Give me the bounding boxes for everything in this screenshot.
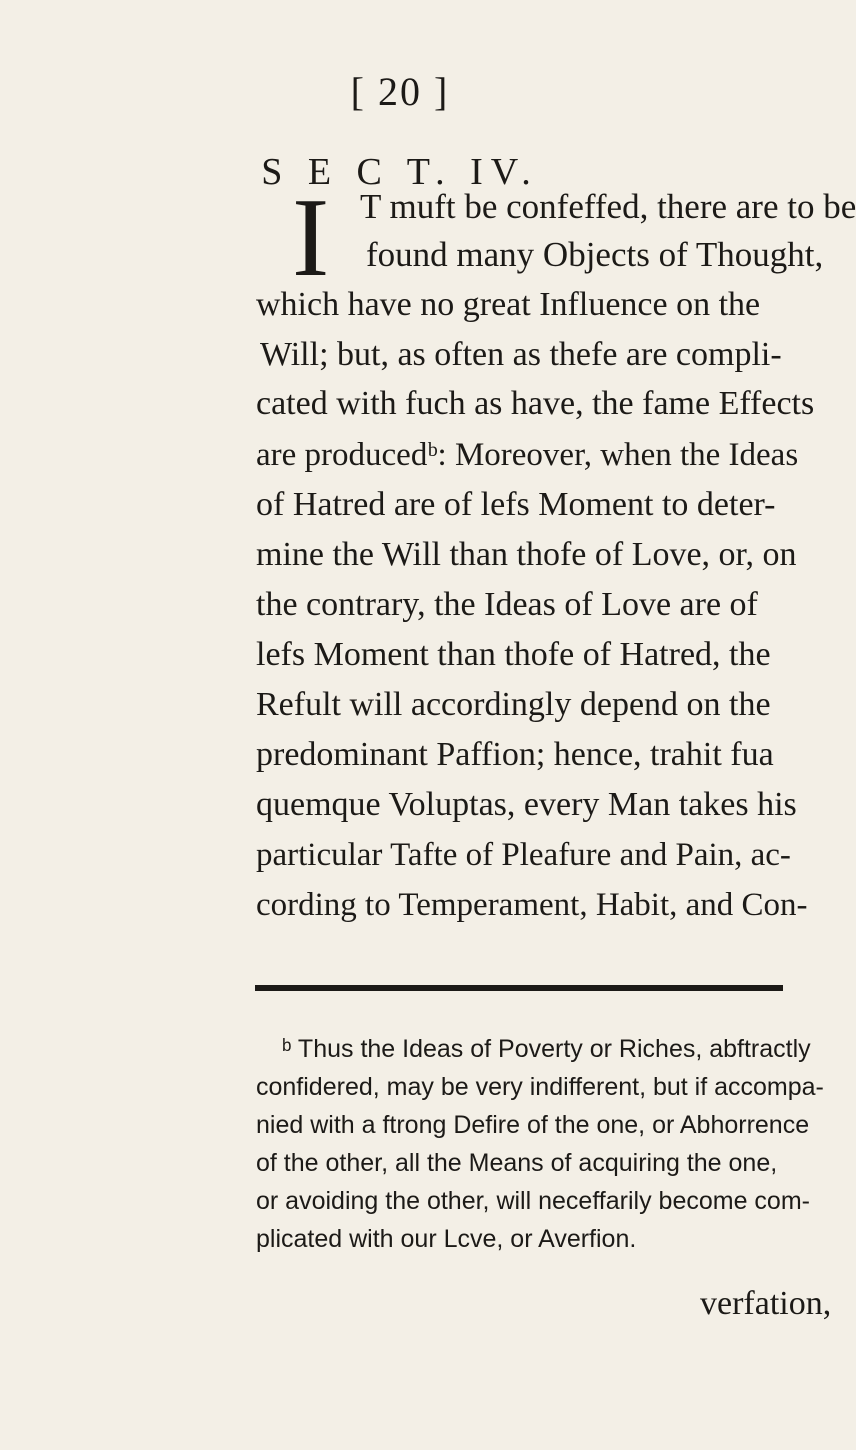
body-line: quemque Voluptas, every Man takes his xyxy=(256,786,797,823)
body-line: T muft be confeffed, there are to be xyxy=(360,187,856,226)
body-line: cording to Temperament, Habit, and Con- xyxy=(256,887,808,923)
footnote-line: of the other, all the Means of acquiring the one, xyxy=(256,1149,778,1177)
body-line: found many Objects of Thought, xyxy=(366,235,824,274)
page-number: [ 20 ] xyxy=(350,69,450,114)
footnote-line: or avoiding the other, will neceffarily become com- xyxy=(256,1187,810,1215)
body-line: are producedᵇ: Moreover, when the Ideas xyxy=(256,437,799,473)
body-line: which have no great Influence on the xyxy=(256,286,761,323)
body-line: Refult will accordingly depend on the xyxy=(256,686,771,723)
catchword: verfation, xyxy=(700,1285,832,1322)
body-line: mine the Will than thofe of Love, or, on xyxy=(256,536,797,573)
footnote-line: plicated with our Lcve, or Averfion. xyxy=(256,1225,637,1253)
body-line: the contrary, the Ideas of Love are of xyxy=(256,586,758,623)
body-line: lefs Moment than thofe of Hatred, the xyxy=(256,636,771,673)
body-line: cated with fuch as have, the fame Effects xyxy=(256,385,815,422)
body-line: particular Tafte of Pleafure and Pain, ac- xyxy=(256,837,791,873)
footnote-line: confidered, may be very indifferent, but if accompa- xyxy=(256,1073,824,1101)
footnote-rule xyxy=(255,985,783,991)
body-line: of Hatred are of lefs Moment to deter- xyxy=(256,486,776,523)
drop-cap: I xyxy=(292,176,330,300)
footnote-line: nied with a ftrong Defire of the one, or Abhorrence xyxy=(256,1111,810,1139)
footnote-line: ᵇ Thus the Ideas of Poverty or Riches, abftractly xyxy=(282,1035,811,1063)
body-line: predominant Paffion; hence, trahit fua xyxy=(256,736,774,773)
section-heading: S E C T. IV. xyxy=(261,151,539,193)
body-line: Will; but, as often as thefe are compli- xyxy=(260,336,782,373)
